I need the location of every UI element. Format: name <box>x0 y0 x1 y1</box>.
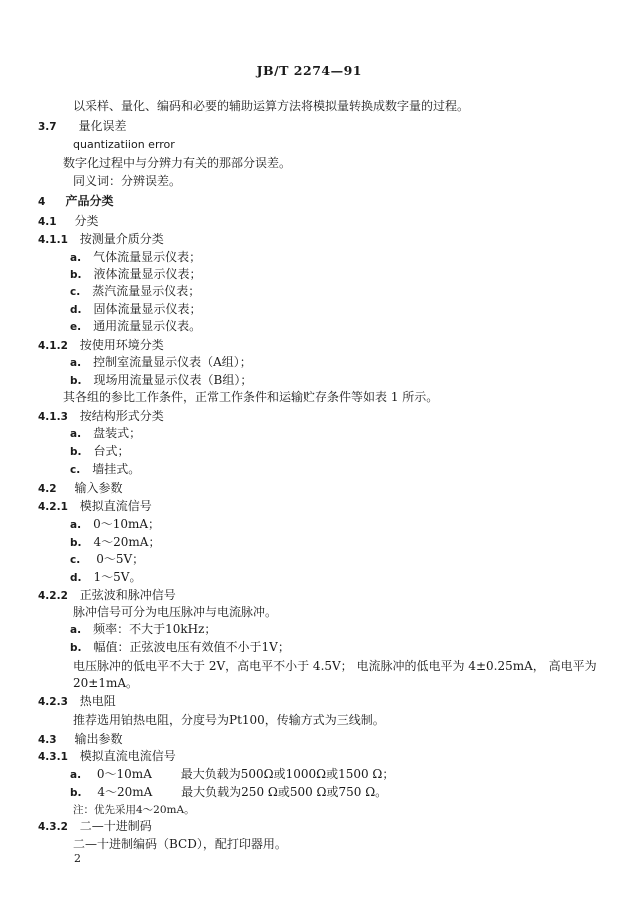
section-4-3-1-heading: 4.3.1 模拟直流电流信号 <box>38 749 176 763</box>
paragraph-continuation: 以采样、量化、编码和必要的辅助运算方法将模拟量转换成数字量的过程。 <box>73 99 470 113</box>
section-4-2-heading: 4.2 输入参数 <box>38 481 123 495</box>
list-item: b. 台式； <box>70 444 130 458</box>
list-item: b. 幅值：正弦波电压有效值不小于1V； <box>70 640 290 654</box>
list-item: a. 气体流量显示仪表； <box>70 250 202 264</box>
section-title: 量化误差 <box>78 119 127 133</box>
english-term: quantizatiion error <box>73 138 175 151</box>
paragraph: 20±1mA。 <box>73 676 139 690</box>
section-4-heading: 4 产品分类 <box>38 194 114 208</box>
paragraph: 其各组的参比工作条件，正常工作条件和运输贮存条件等如表 1 所示。 <box>63 390 439 404</box>
section-4-2-3-heading: 4.2.3 热电阻 <box>38 694 116 708</box>
list-item: c. 0～5V； <box>70 552 145 566</box>
paragraph: 电压脉冲的低电平不大于 2V，高电平不小于 4.5V； 电流脉冲的低电平为 4±0.25mA， 高电平为 <box>73 659 597 673</box>
section-4-1-1-heading: 4.1.1 按测量介质分类 <box>38 232 164 246</box>
section-4-1-heading: 4.1 分类 <box>38 214 99 228</box>
synonym-text: 同义词：分辨误差。 <box>73 174 182 188</box>
list-item: b. 4～20mA； <box>70 535 161 549</box>
list-item: b. 现场用流量显示仪表（B组）； <box>70 373 253 387</box>
list-item: c. 蒸汽流量显示仪表； <box>70 284 201 298</box>
section-3-7-heading <box>38 118 126 135</box>
section-number: 3.7 <box>38 121 57 133</box>
list-item: b. 液体流量显示仪表； <box>70 267 202 281</box>
definition-text: 数字化过程中与分辨力有关的那部分误差。 <box>63 156 292 170</box>
footnote: 注：优先采用4～20mA。 <box>73 804 195 816</box>
list-item: a. 盘装式； <box>70 426 142 440</box>
list-item: a. 0～10mA 最大负载为500Ω或1000Ω或1500 Ω； <box>70 767 395 781</box>
list-item: d. 1～5V。 <box>70 570 142 584</box>
list-item: a. 0～10mA； <box>70 517 161 531</box>
paragraph: 脉冲信号可分为电压脉冲与电流脉冲。 <box>73 605 278 619</box>
section-4-2-2-heading: 4.2.2 正弦波和脉冲信号 <box>38 588 176 602</box>
section-4-1-3-heading: 4.1.3 按结构形式分类 <box>38 409 164 423</box>
list-item: b. 4～20mA 最大负载为250 Ω或500 Ω或750 Ω。 <box>70 785 388 799</box>
paragraph: 推荐选用铂热电阻，分度号为Pt100，传输方式为三线制。 <box>73 713 385 727</box>
standard-number-header: JB/T 2274—91 <box>256 63 362 78</box>
section-4-2-1-heading: 4.2.1 模拟直流信号 <box>38 499 152 513</box>
list-item: d. 固体流量显示仪表； <box>70 302 202 316</box>
list-item: a. 控制室流量显示仪表（A组）； <box>70 355 252 369</box>
page-number: 2 <box>74 852 81 865</box>
list-item: c. 墙挂式。 <box>70 462 141 476</box>
paragraph: 二—十进制编码（BCD），配打印器用。 <box>73 837 287 851</box>
section-4-1-2-heading: 4.1.2 按使用环境分类 <box>38 338 164 352</box>
section-4-3-2-heading: 4.3.2 二—十进制码 <box>38 819 152 833</box>
list-item: a. 频率：不大于10kHz； <box>70 622 217 636</box>
list-item: e. 通用流量显示仪表。 <box>70 319 202 333</box>
section-4-3-heading: 4.3 输出参数 <box>38 732 123 746</box>
